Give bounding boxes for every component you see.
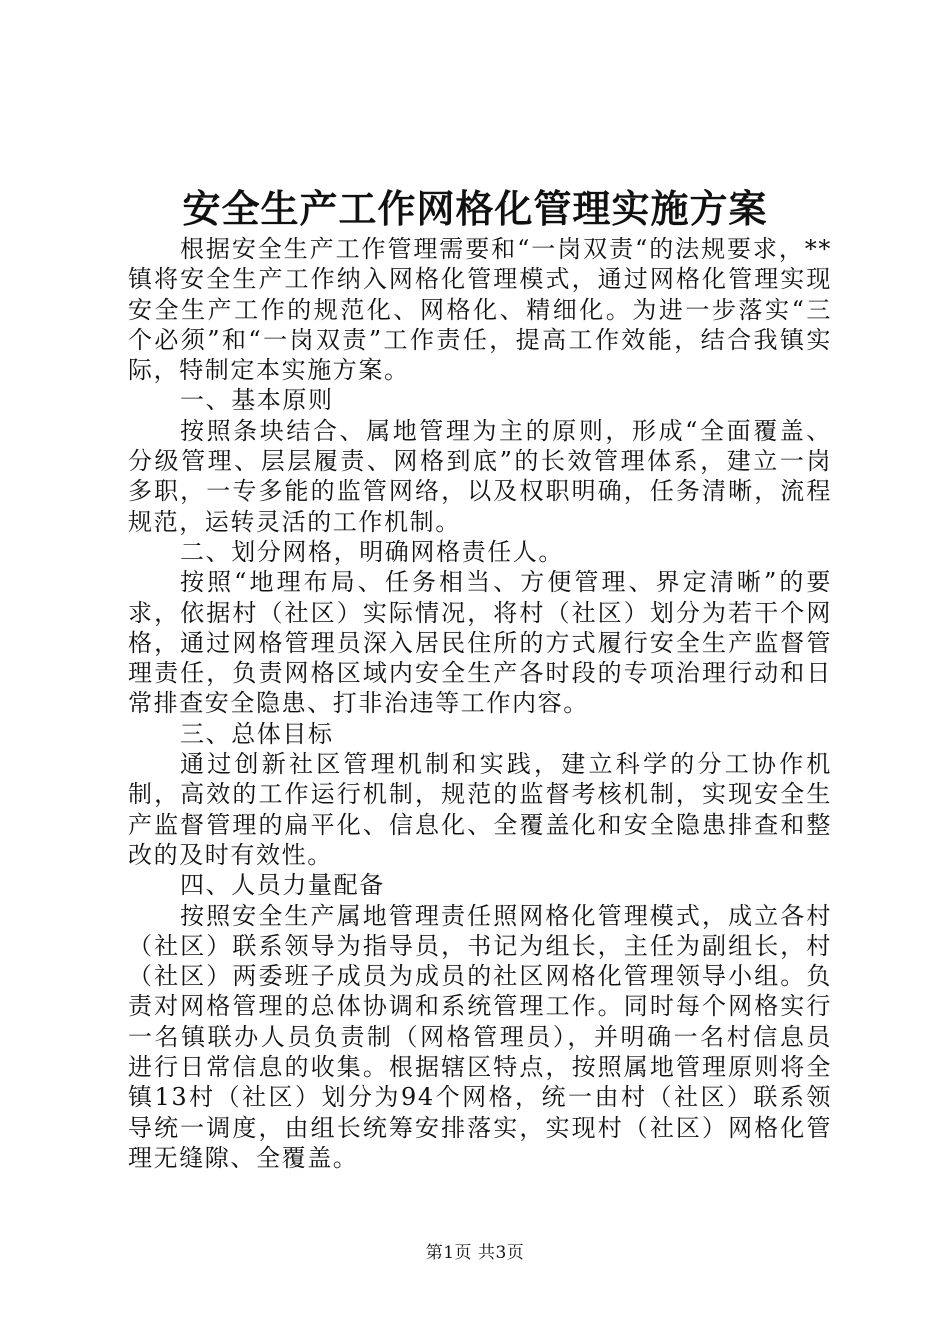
page-number-footer: 第1页 共3页	[425, 1243, 525, 1263]
section-heading-staffing: 四、人员力量配备	[180, 871, 385, 900]
section-body-staffing: 按照安全生产属地管理责任照网格化管理模式，成立各村（社区）联系领导为指导员，书记为组长，主任为副组长，村（社区）两委班子成员为成员的社区网格化管理领导小组。负责对网格管理的总体协调和系统管理工作。同时每个网格实行一名镇联办人员负责制（网格管理员），并明确一名村信息员进行日常信息的收集。根据辖区特点，按照属地管理原则将全镇13村（社区）划分为94个网格，统一由村（社区）联系领导统一调度，由组长统筹安排落实，实现村（社区）网格化管理无缝隙、全覆盖。	[128, 901, 832, 1172]
intro-paragraph: 根据安全生产工作管理需要和“一岗双责“的法规要求，**镇将安全生产工作纳入网格化管理模式，通过网格化管理实现安全生产工作的规范化、网格化、精细化。为进一步落实“三个必须”和“一岗双责”工作责任，提高工作效能，结合我镇实际，特制定本实施方案。	[128, 235, 832, 385]
document-body	[128, 234, 832, 1173]
section-heading-overall-goal: 三、总体目标	[180, 719, 334, 748]
section-body-principles: 按照条块结合、属地管理为主的原则，形成“全面覆盖、分级管理、层层履责、网格到底”的长效管理体系，建立一岗多职，一专多能的监管网络，以及权职明确，任务清晰，流程规范，运转灵活的工作机制。	[128, 416, 832, 536]
section-body-overall-goal: 通过创新社区管理机制和实践，建立科学的分工协作机制，高效的工作运行机制，规范的监督考核机制，实现安全生产监督管理的扁平化、信息化、全覆盖化和安全隐患排查和整改的及时有效性。	[128, 750, 832, 869]
document-title: 安全生产工作网格化管理实施方案	[182, 186, 768, 231]
section-heading-grid-division: 二、划分网格，明确网格责任人。	[180, 537, 564, 566]
section-body-grid-division: 按照“地理布局、任务相当、方便管理、界定清晰”的要求，依据村（社区）实际情况，将村（社区）划分为若干个网格，通过网格管理员深入居民住所的方式履行安全生产监督管理责任，负责网格区域内安全生产各时段的专项治理行动和日常排查安全隐患、打非治违等工作内容。	[128, 568, 832, 718]
section-heading-principles: 一、基本原则	[180, 386, 334, 415]
